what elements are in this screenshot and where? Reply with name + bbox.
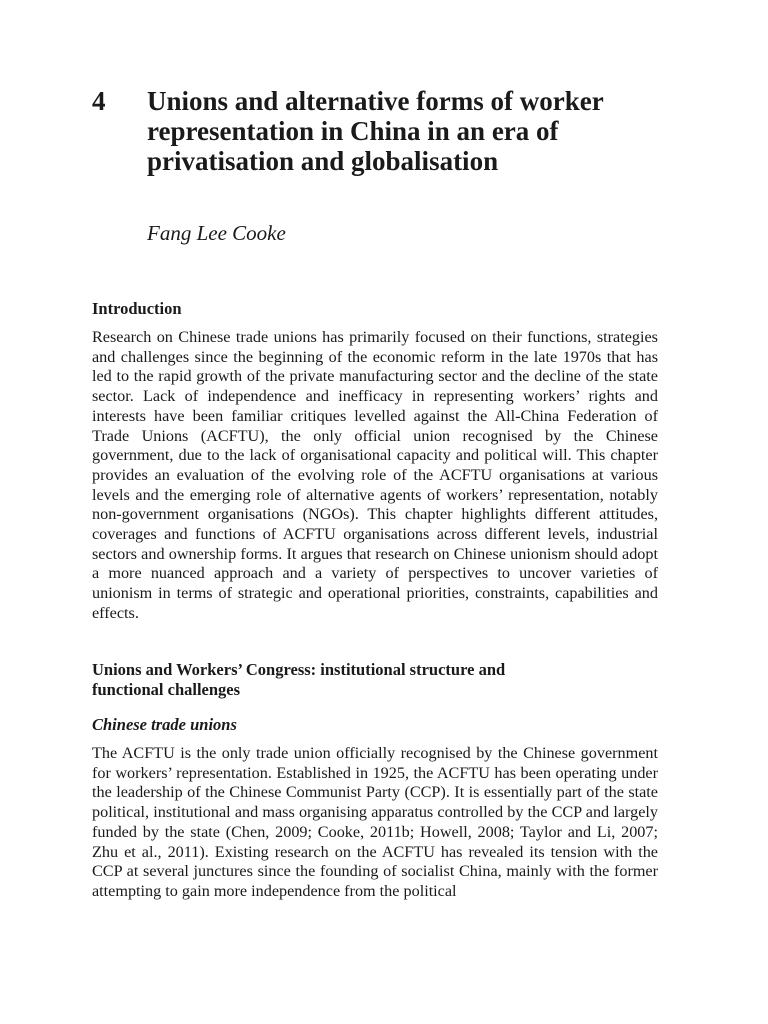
chapter-author: Fang Lee Cooke [147, 221, 286, 245]
chapter-title: Unions and alternative forms of worker representation in China in an era of privatisation and globalisation [147, 86, 604, 176]
section-unions-workers-congress [92, 660, 658, 902]
paragraph: The ACFTU is the only trade union officially recognised by the Chinese government for workers’ representation. Established in 1925, the ACFTU has been operating under the leadership of the Chinese Communist Party (CCP). It is essentially part of the state political, institutional and mass organising apparatus controlled by the CCP and largely funded by the state (Chen, 2009; Cooke, 2011b; Howell, 2008; Taylor and Li, 2007; Zhu et al., 2011). Existing research on the ACFTU has revealed its tension with the CCP at several junctures since the founding of socialist China, mainly with the former attempting to gain more independence from the political [92, 744, 658, 900]
section-heading: Unions and Workers’ Congress: institutional structure and functional challenges [92, 660, 506, 699]
chapter-number: 4 [92, 86, 106, 116]
paragraph: Research on Chinese trade unions has primarily focused on their functions, strategies and challenges since the beginning of the economic reform in the late 1970s that has led to the rapid growth of the private manufacturing sector and the decline of the state sector. Lack of independence and inefficacy in representing workers’ rights and interests have been familiar critiques levelled against the All-China Federation of Trade Unions (ACFTU), the only official union recognised by the Chinese government, due to the lack of organisational capacity and political will. This chapter provides an evaluation of the evolving role of the ACFTU organisations at various levels and the emerging role of alternative agents of workers’ representation, notably non-government organisations (NGOs). This chapter highlights different attitudes, coverages and functions of ACFTU organisations across different levels, industrial sectors and ownership forms. It argues that research on Chinese unionism should adopt a more nuanced approach and a variety of perspectives to uncover varieties of unionism in terms of strategic and operational priorities, constraints, capabilities and effects. [92, 328, 658, 622]
subsection-heading: Chinese trade unions [92, 715, 237, 734]
section-heading: Introduction [92, 299, 182, 318]
section-introduction [92, 299, 658, 624]
